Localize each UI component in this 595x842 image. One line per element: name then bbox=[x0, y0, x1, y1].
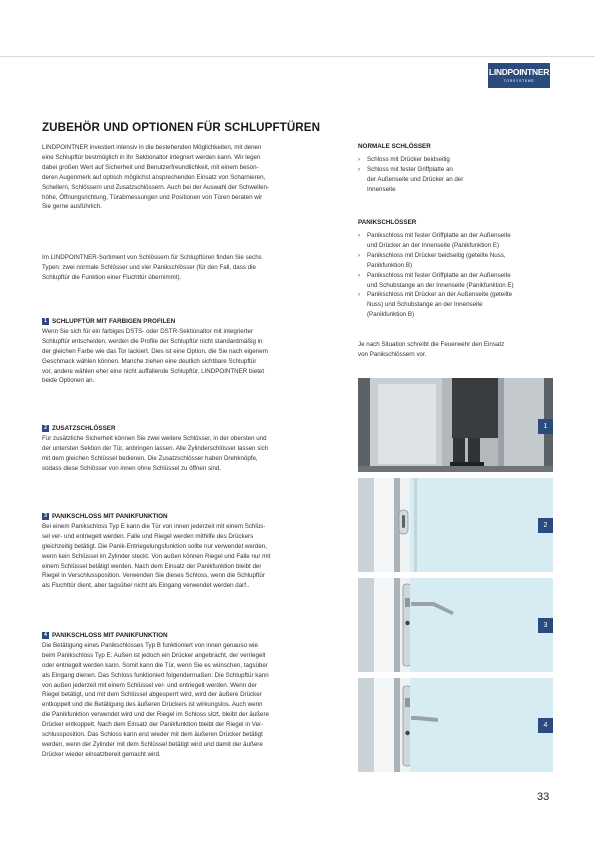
panic-locks-heading: PANIKSCHLÖSSER bbox=[358, 219, 417, 226]
section-line: gleichzeitig betätigt. Die Panik-Entriegelungsfunktion sollte nur verwendet werden, bbox=[42, 542, 267, 550]
list-item-text: und Schubstange an der Innenseite (Panikfunktion E) bbox=[367, 281, 514, 289]
bullet-chevron-icon: › bbox=[358, 232, 361, 239]
section-line: von außen jederzeit mit einem Schlüssel ver- und entriegelt werden. Wenn der bbox=[42, 681, 257, 689]
section-heading bbox=[42, 424, 338, 434]
photo-additional-lock bbox=[358, 478, 553, 572]
section-number-badge: 1 bbox=[42, 318, 49, 325]
page-title: ZUBEHÖR UND OPTIONEN FÜR SCHLUPFTÜREN bbox=[42, 121, 321, 134]
section-body bbox=[42, 434, 338, 474]
section-number-badge: 2 bbox=[42, 425, 49, 432]
section-line: oder entriegelt werden kann. Somit kann die Tür, wenn Sie es wünschen, tagsüber bbox=[42, 661, 268, 669]
section-heading-text: PANIKSCHLOSS MIT PANIKFUNKTION bbox=[52, 513, 168, 520]
section-line: der gleichen Farbe wie das Tor lackiert. Dies ist eine Option, die Sie nach eigenem bbox=[42, 347, 268, 355]
photo-number-badge: 1 bbox=[538, 419, 553, 434]
section-line: einem Schlüssel betätigt werden. Nach dem Einsatz der Panikfunktion bleibt der bbox=[42, 562, 262, 570]
section-line: sel ver- und entriegelt werden. Falle und Riegel werden mithilfe des Drückers bbox=[42, 532, 254, 540]
section-line: Riegel in Verschlussposition. Verwenden Sie dieses Schloss, wenn die Schlupftür bbox=[42, 572, 265, 580]
section-heading bbox=[42, 631, 338, 641]
section-line: mit dem gleichen Schlüssel bedienen. Die Zusatzschlösser haben Drehknöpfe, bbox=[42, 454, 258, 462]
section-line: der untersten Sektion der Tür, anbringen lassen. Alle Zylinderschlösser lassen sich bbox=[42, 444, 269, 452]
section-line: wenn kein Schlüssel im Zylinder steckt. Von außen können Riegel und Falle nur mit bbox=[42, 552, 271, 560]
section-line: als Fluchttür dient, aber tagsüber nicht als Eingang verwendet werden darf.. bbox=[42, 582, 250, 590]
section-line: als Eingang dienen. Das Schloss funktioniert folgendermaßen: Die Schlupftür kann bbox=[42, 671, 269, 679]
section-line: Drücker entkoppelt. Nach dem Einsatz der Panikfunktion bleibt der Riegel in Ver- bbox=[42, 721, 264, 729]
intro-line: LINDPOINTNER investiert intensiv in die bestehenden Möglichkeiten, mit denen bbox=[42, 144, 262, 151]
section-number-badge: 4 bbox=[42, 632, 49, 639]
section-line: Wenn Sie sich für ein farbiges DSTS- oder DSTR-Sektionaltor mit integrierter bbox=[42, 327, 254, 335]
section-line: Für zusätzliche Sicherheit können Sie zwei weitere Schlösser, in der obersten und bbox=[42, 434, 267, 442]
section-panic-lock-e bbox=[42, 512, 338, 591]
section-colored-profiles bbox=[42, 317, 338, 386]
list-item-text: Nuss) und Schubstange an der Innenseite bbox=[367, 301, 483, 309]
list-item bbox=[358, 155, 558, 165]
list-item bbox=[358, 271, 558, 291]
intro-line: Sie gerne ausführlich. bbox=[42, 203, 102, 211]
section-line: beide Optionen an. bbox=[42, 377, 95, 385]
photo-panic-lock-b bbox=[358, 678, 553, 772]
intro2-line: Im LINDPOINTNER-Sortiment von Schlössern für Schlupftüren finden Sie sechs bbox=[42, 254, 262, 261]
section-line: Drücker wieder einsatzbereit gemacht wird. bbox=[42, 750, 161, 758]
bullet-chevron-icon: › bbox=[358, 291, 361, 299]
section-line: Riegel betätigt, und mit dem Schlüssel abgesperrt wird, wird der äußere Drücker bbox=[42, 691, 262, 699]
list-item-text: der Außenseite und Drücker an der bbox=[367, 175, 464, 183]
list-item bbox=[358, 231, 558, 251]
photo-number-badge: 3 bbox=[538, 618, 553, 633]
top-divider bbox=[0, 56, 595, 57]
photo-colored-door bbox=[358, 378, 553, 472]
additional-lock-image bbox=[358, 478, 553, 572]
intro-paragraph bbox=[42, 143, 342, 212]
section-line: sodass diese Schlösser von innen ohne Schlüssel zu öffnen sind. bbox=[42, 464, 222, 472]
section-line: werden, wenn der Zylinder mit dem Schlüssel betätigt wird und damit der äußere bbox=[42, 740, 263, 748]
panic-locks-list bbox=[358, 231, 558, 320]
section-line: Geschmack wählen können. Manche ziehen eine deutlich sichtbare Schlupftür bbox=[42, 357, 257, 365]
list-item-text: Schloss mit Drücker beidseitig bbox=[367, 156, 450, 163]
section-body bbox=[42, 327, 338, 386]
logo-tagline: TORSYSTEME bbox=[503, 79, 535, 83]
section-line: schlussposition. Das Schloss kann erst wieder mit dem äußeren Drücker betätigt bbox=[42, 731, 263, 739]
list-item bbox=[358, 251, 558, 271]
panic-lock-b-image bbox=[358, 678, 553, 772]
note-line: Je nach Situation schreibt die Feuerwehr den Einsatz bbox=[358, 341, 505, 348]
photo-number-badge: 4 bbox=[538, 718, 553, 733]
list-item-text: Schloss mit fester Griffplatte an bbox=[367, 165, 453, 173]
bullet-chevron-icon: › bbox=[358, 156, 361, 163]
section-body bbox=[42, 641, 338, 760]
note-line: von Panikschlössern vor. bbox=[358, 350, 427, 358]
intro-line: höhe, Öffnungsrichtung, Türabmessungen und Positionen von Türen beraten wir bbox=[42, 193, 263, 201]
list-item-text: Panikschloss mit Drücker an der Außenseite (geteilte bbox=[367, 291, 513, 299]
intro-line: Schellern, Schlössern und Zusatzschlössern. Auch bei der Auswahl der Schwellen- bbox=[42, 183, 269, 191]
photo-number-badge: 2 bbox=[538, 518, 553, 533]
section-heading bbox=[42, 512, 338, 522]
bullet-chevron-icon: › bbox=[358, 251, 361, 259]
bullet-chevron-icon: › bbox=[358, 165, 361, 173]
normal-locks-heading: NORMALE SCHLÖSSER bbox=[358, 143, 431, 150]
section-line: vor, andere wählen eher eine nicht auffallende Schlupftür. LINDPOINTNER bietet bbox=[42, 367, 265, 375]
fire-department-note bbox=[358, 340, 558, 360]
section-line: die Panikfunktion verwendet wird und der Riegel im Schloss sitzt, bleibt der äußere bbox=[42, 711, 269, 719]
company-logo bbox=[488, 63, 550, 88]
intro-paragraph-2 bbox=[42, 253, 342, 283]
list-item-text: Panikfunktion B) bbox=[367, 261, 413, 269]
intro2-line: Typen: zwei normale Schlösser und vier Panikschlösser (für den Fall, dass die bbox=[42, 263, 256, 271]
section-line: beim Panikschloss Typ E. Außen ist jedoch ein Drücker angebracht, der verriegelt bbox=[42, 651, 266, 659]
list-item-text: Panikschloss mit fester Griffplatte an der Außenseite bbox=[367, 232, 511, 239]
intro-line: dabei großen Wert auf Sicherheit und Benutzerfreundlichkeit, mit einem beson- bbox=[42, 163, 259, 171]
list-item bbox=[358, 290, 558, 320]
intro2-line: Schlupftür die Funktion einer Fluchttür übernimmt). bbox=[42, 273, 182, 281]
normal-locks-list bbox=[358, 155, 558, 195]
photo-panic-lock-e bbox=[358, 578, 553, 672]
list-item bbox=[358, 165, 558, 195]
section-line: Bei einem Panikschloss Typ E kann die Tür von innen jederzeit mit einem Schlüs- bbox=[42, 522, 266, 530]
list-item-text: Innenseite bbox=[367, 185, 396, 193]
section-panic-lock-b bbox=[42, 631, 338, 760]
intro-line: eine Schlupftür bestmöglich in Ihr Sektionaltor integriert werden kann. Wir legen bbox=[42, 153, 261, 161]
panic-lock-e-image bbox=[358, 578, 553, 672]
intro-line: deren Augenmerk auf optisch möglichst ansprechenden Einsatz von Scharnieren, bbox=[42, 173, 266, 181]
section-line: Die Betätigung eines Panikschlosses Typ B funktioniert von innen genauso wie bbox=[42, 641, 258, 649]
section-body bbox=[42, 522, 338, 591]
door-person-image bbox=[358, 378, 553, 472]
list-item-text: (Panikfunktion B) bbox=[367, 311, 415, 319]
list-item-text: und Drücker an der Innenseite (Panikfunktion E) bbox=[367, 241, 500, 249]
page-number: 33 bbox=[537, 791, 550, 803]
section-number-badge: 3 bbox=[42, 513, 49, 520]
section-heading-text: PANIKSCHLOSS MIT PANIKFUNKTION bbox=[52, 632, 168, 639]
bullet-chevron-icon: › bbox=[358, 271, 361, 279]
list-item-text: Panikschloss mit fester Griffplatte an der Außenseite bbox=[367, 271, 511, 279]
logo-wordmark: LINDPOINTNER bbox=[488, 67, 550, 77]
section-heading bbox=[42, 317, 338, 327]
section-line: Schlupftür entscheiden, werden die Profile der Schlupftür nicht standardmäßig in bbox=[42, 337, 263, 345]
section-heading-text: SCHLUPFTÜR MIT FARBIGEN PROFILEN bbox=[52, 318, 176, 325]
section-line: entkoppelt und die Betätigung des äußeren Drückers ist wirkungslos. Auch wenn bbox=[42, 701, 263, 709]
section-additional-locks bbox=[42, 424, 338, 474]
list-item-text: Panikschloss mit Drücker beidseitig (geteilte Nuss, bbox=[367, 251, 506, 259]
section-heading-text: ZUSATZSCHLÖSSER bbox=[52, 425, 116, 432]
